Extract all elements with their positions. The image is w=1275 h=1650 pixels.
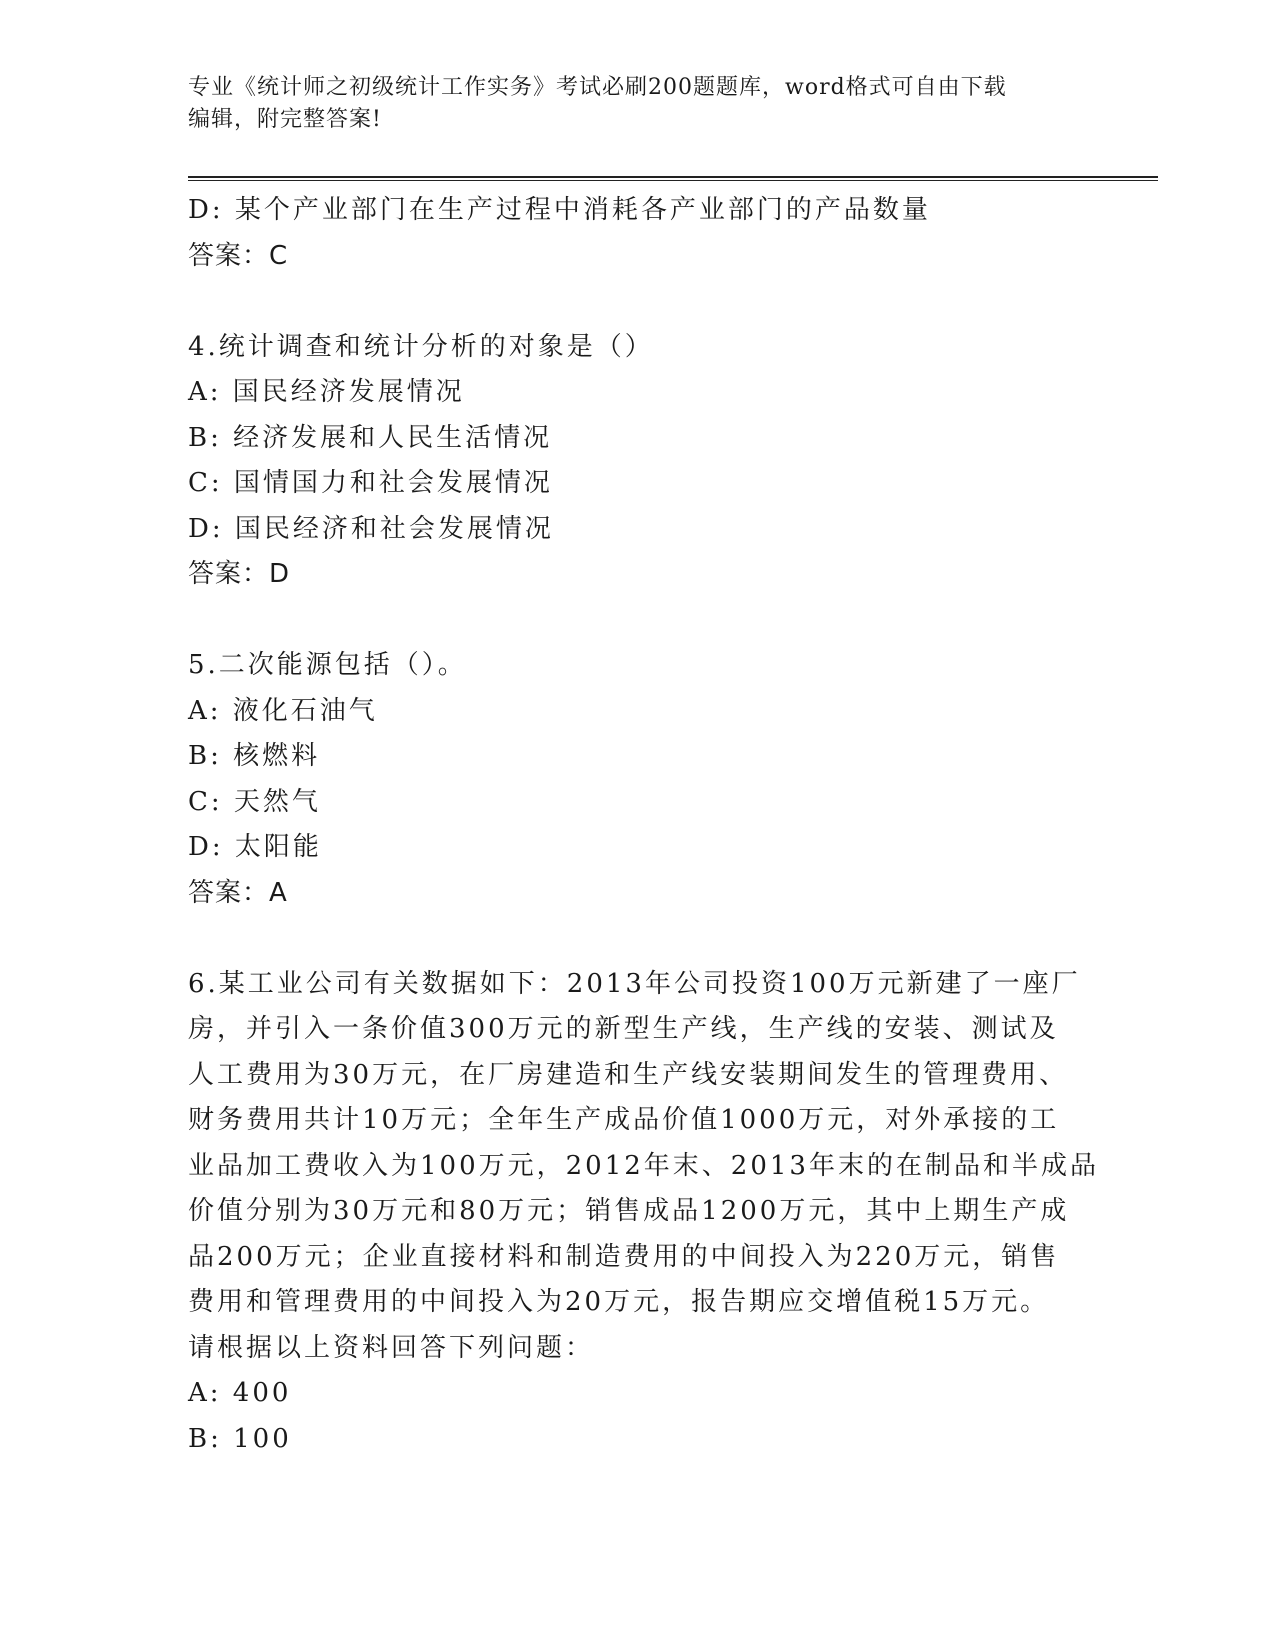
q4-option-a: A: 国民经济发展情况 — [188, 377, 465, 407]
q5-option-c: C: 天然气 — [188, 786, 321, 817]
spacer — [188, 279, 1068, 325]
q6-option-b: B: 100 — [188, 1423, 292, 1454]
q6-question-line: 业品加工费收入为100万元，2012年末、2013年末的在制品和半成品 — [188, 1150, 1099, 1181]
q4-question: 4.统计调查和统计分析的对象是（） — [188, 331, 654, 362]
q4-option-d: D: 国民经济和社会发展情况 — [188, 513, 554, 544]
q6-question-line: 价值分别为30万元和80万元；销售成品1200万元，其中上期生产成 — [188, 1196, 1070, 1226]
q5-option-b: B: 核燃料 — [188, 741, 321, 771]
q6-question-line: 请根据以上资料回答下列问题： — [188, 1332, 595, 1363]
q3-answer: 答案：C — [188, 240, 289, 271]
q3-option-d: D: 某个产业部门在生产过程中消耗各产业部门的产品数量 — [188, 195, 931, 225]
q6-question-line: 人工费用为30万元，在厂房建造和生产线安装期间发生的管理费用、 — [188, 1059, 1069, 1090]
q6-question-line: 房，并引入一条价值300万元的新型生产线，生产线的安装、测试及 — [188, 1014, 1059, 1044]
page-header — [188, 72, 1068, 136]
q5-question: 5.二次能源包括（）。 — [188, 650, 467, 680]
spacer — [188, 916, 1068, 962]
q5-option-d: D: 太阳能 — [188, 832, 322, 862]
header-title-line2: 编辑，附完整答案! — [188, 107, 382, 132]
question-content — [188, 188, 1099, 1462]
q6-question-line: 费用和管理费用的中间投入为20万元，报告期应交增值税15万元。 — [188, 1287, 1050, 1317]
q6-question-line: 6.某工业公司有关数据如下：2013年公司投资100万元新建了一座厂 — [188, 968, 1081, 999]
q5-answer: 答案：A — [188, 877, 288, 908]
q4-option-b: B: 经济发展和人民生活情况 — [188, 422, 553, 453]
q6-question-line: 品200万元；企业直接材料和制造费用的中间投入为220万元，销售 — [188, 1241, 1060, 1272]
q4-answer: 答案：D — [188, 559, 291, 589]
header-divider — [188, 176, 1158, 181]
q5-option-a: A: 液化石油气 — [188, 695, 378, 726]
q6-question-line: 财务费用共计10万元；全年生产成品价值1000万元，对外承接的工 — [188, 1105, 1060, 1135]
q4-option-c: C: 国情国力和社会发展情况 — [188, 468, 553, 498]
q6-option-a: A: 400 — [188, 1378, 292, 1408]
header-title-line1: 专业《统计师之初级统计工作实务》考试必刷200题题库，word格式可自由下载 — [188, 75, 1007, 100]
spacer — [188, 598, 1068, 644]
